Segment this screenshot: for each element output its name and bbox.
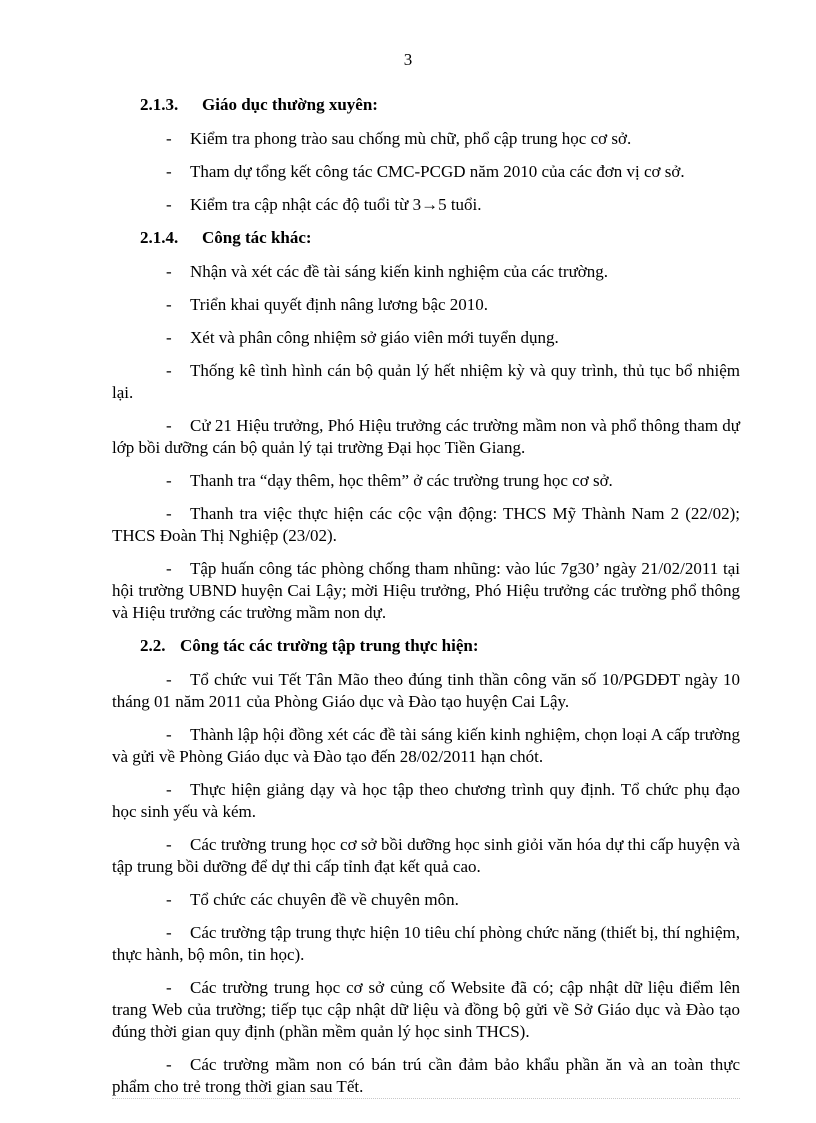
section-number: 2.2. (140, 636, 166, 655)
section-number: 2.1.4. (140, 228, 179, 247)
list-item-text: Các trường tập trung thực hiện 10 tiêu chí phòng chức năng (thiết bị, thí nghiệm, thực hành, bộ môn, tin học). (112, 923, 740, 964)
list-item-text: Cử 21 Hiệu trưởng, Phó Hiệu trưởng các trường mầm non và phổ thông tham dự lớp bồi dưỡng cán bộ quản lý tại trường Đại học Tiền Giang. (112, 416, 740, 457)
list-item (112, 161, 740, 183)
dash-bullet: - (166, 361, 172, 380)
list-item-text: Nhận và xét các đề tài sáng kiến kinh nghiệm của các trường. (190, 262, 609, 281)
list-item (112, 327, 740, 349)
list-item (112, 669, 740, 713)
list-item-text: Thanh tra việc thực hiện các cộc vận động: THCS Mỹ Thành Nam 2 (22/02); THCS Đoàn Thị Nghiệp (23/02). (112, 504, 740, 545)
page-number: 3 (403, 50, 413, 69)
list-item (112, 834, 740, 878)
dash-bullet: - (166, 262, 172, 281)
list-item-text: Thực hiện giảng dạy và học tập theo chương trình quy định. Tổ chức phụ đạo học sinh yếu và kém. (112, 780, 740, 821)
list-item-text: Các trường mầm non có bán trú cần đảm bảo khẩu phần ăn và an toàn thực phẩm cho trẻ trong thời gian sau Tết. (112, 1055, 740, 1096)
dash-bullet: - (166, 890, 172, 909)
list-item (112, 977, 740, 1043)
list-item-text: Kiểm tra cập nhật các độ tuổi từ 3→5 tuổi. (190, 195, 482, 214)
list-item-text: Tổ chức các chuyên đề về chuyên môn. (190, 890, 459, 909)
dash-bullet: - (166, 670, 172, 689)
list-item (112, 724, 740, 768)
dash-bullet: - (166, 162, 172, 181)
list-item (112, 558, 740, 624)
list-item-text: Các trường trung học cơ sở bồi dưỡng học sinh giỏi văn hóa dự thi cấp huyện và tập trung bồi dưỡng để dự thi cấp tỉnh đạt kết quả cao. (112, 835, 740, 876)
dash-bullet: - (166, 129, 172, 148)
list-item (112, 194, 740, 216)
list-item-text: Thống kê tình hình cán bộ quản lý hết nhiệm kỳ và quy trình, thủ tục bổ nhiệm lại. (112, 361, 740, 402)
list-item-text: Tham dự tổng kết công tác CMC-PCGD năm 2010 của các đơn vị cơ sở. (190, 162, 685, 181)
list-item (112, 261, 740, 283)
dash-bullet: - (166, 195, 172, 214)
list-item (112, 415, 740, 459)
list-item-text: Kiểm tra phong trào sau chống mù chữ, phổ cập trung học cơ sở. (190, 129, 632, 148)
section-heading-2-1-3 (112, 94, 740, 116)
list-item (112, 470, 740, 492)
dash-bullet: - (166, 559, 172, 578)
section-number: 2.1.3. (140, 95, 179, 114)
list-item-text: Triển khai quyết định nâng lương bậc 2010. (190, 295, 489, 314)
dash-bullet: - (166, 978, 172, 997)
list-item-text: Tổ chức vui Tết Tân Mão theo đúng tinh thần công văn số 10/PGDĐT ngày 10 tháng 01 năm 2011 của Phòng Giáo dục và Đào tạo huyện Cai Lậy. (112, 670, 740, 711)
dash-bullet: - (166, 923, 172, 942)
dash-bullet: - (166, 780, 172, 799)
dash-bullet: - (166, 471, 172, 490)
list-item (112, 360, 740, 404)
section-heading-2-2 (112, 635, 740, 657)
list-item (112, 889, 740, 911)
dash-bullet: - (166, 416, 172, 435)
list-item-text: Tập huấn công tác phòng chống tham nhũng: vào lúc 7g30’ ngày 21/02/2011 tại hội trường UBND huyện Cai Lậy; mời Hiệu trưởng, Phó Hiệu trưởng các trường phổ thông và Hiệu trưởng các trường mầm non dự. (112, 559, 740, 622)
list-item (112, 922, 740, 966)
list-item-text: Thanh tra “dạy thêm, học thêm” ở các trường trung học cơ sở. (190, 471, 613, 490)
dash-bullet: - (166, 504, 172, 523)
section-title: Giáo dục thường xuyên: (202, 95, 378, 114)
list-item (112, 128, 740, 150)
list-item (112, 503, 740, 547)
footer-divider (112, 1098, 740, 1099)
list-item (112, 1054, 740, 1098)
list-item (112, 779, 740, 823)
dash-bullet: - (166, 725, 172, 744)
section-title: Công tác các trường tập trung thực hiện: (180, 636, 479, 655)
dash-bullet: - (166, 1055, 172, 1074)
list-item-text: Xét và phân công nhiệm sở giáo viên mới tuyển dụng. (190, 328, 559, 347)
list-item-text: Thành lập hội đồng xét các đề tài sáng kiến kinh nghiệm, chọn loại A cấp trường và gửi về Phòng Giáo dục và Đào tạo đến 28/02/2011 hạn chót. (112, 725, 740, 766)
list-item-text: Các trường trung học cơ sở củng cố Website đã có; cập nhật dữ liệu điểm lên trang Web của trường; tiếp tục cập nhật dữ liệu và đồng bộ gửi về Sở Giáo dục và Đào tạo đúng thời gian quy định (phần mềm quản lý học sinh THCS). (112, 978, 740, 1041)
list-item (112, 294, 740, 316)
dash-bullet: - (166, 295, 172, 314)
dash-bullet: - (166, 328, 172, 347)
document-body (112, 94, 740, 1109)
dash-bullet: - (166, 835, 172, 854)
section-heading-2-1-4 (112, 227, 740, 249)
section-title: Công tác khác: (202, 228, 312, 247)
